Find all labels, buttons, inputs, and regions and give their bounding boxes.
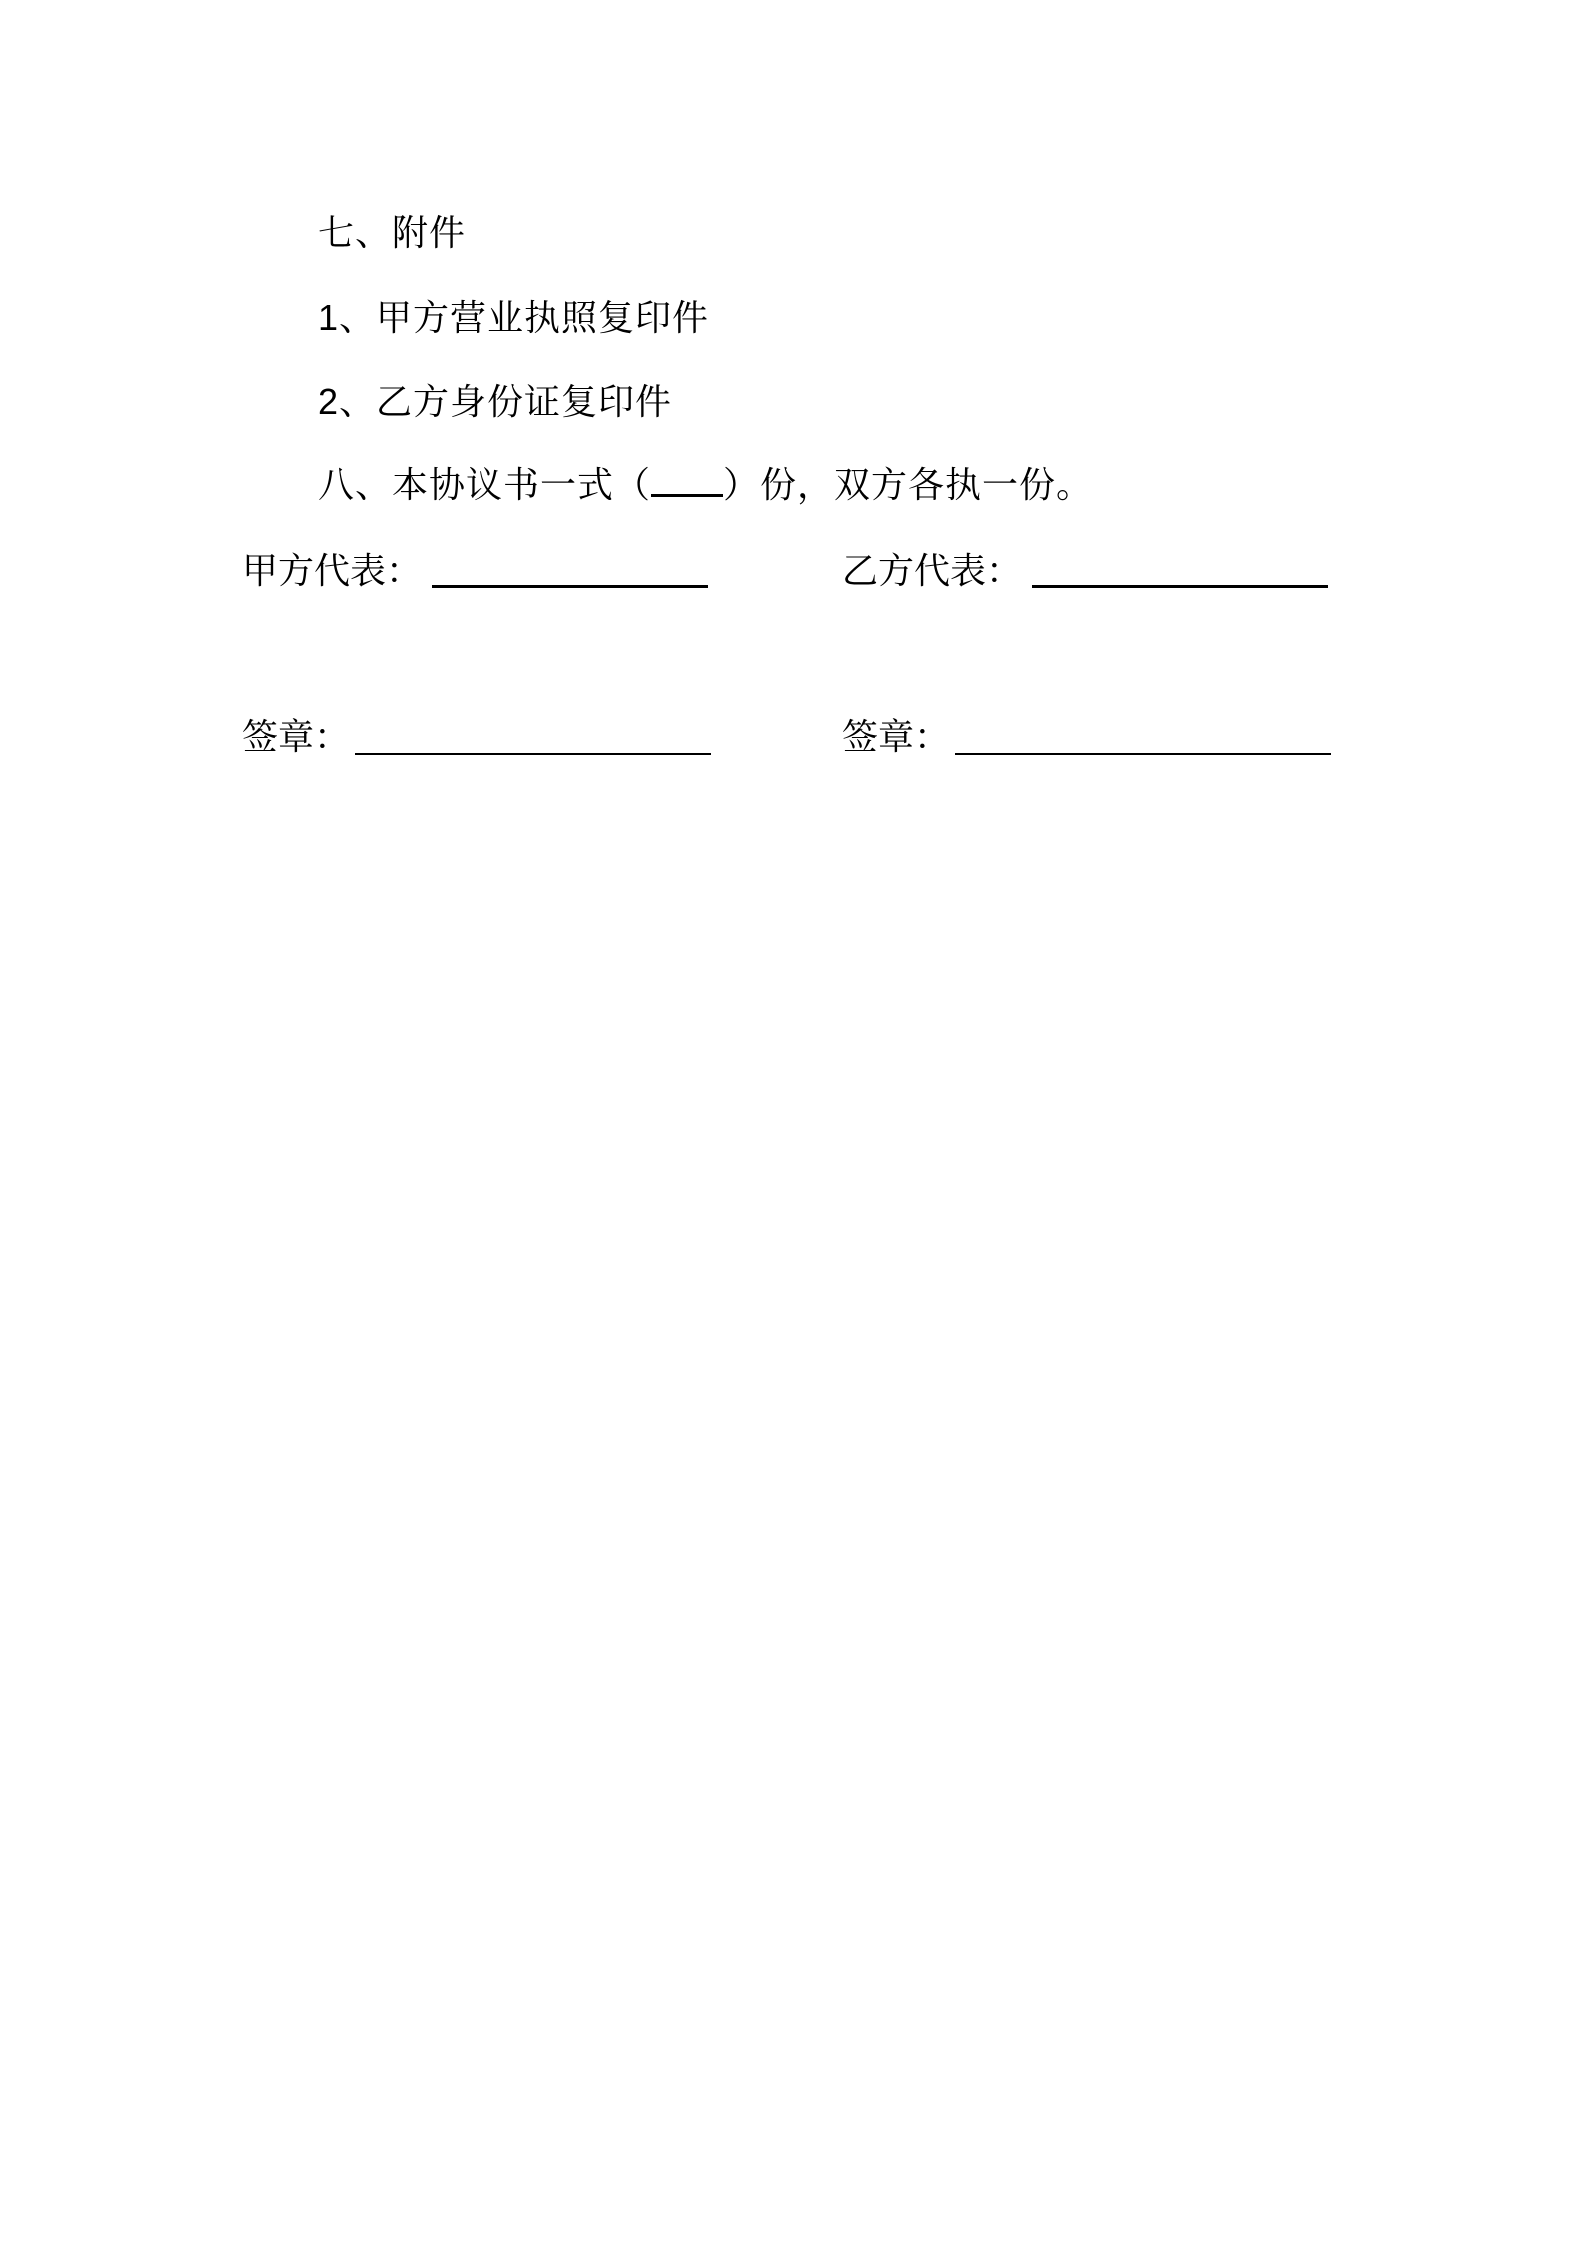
attachments-heading: 七、附件 — [318, 213, 467, 254]
attachment-item-2 — [318, 380, 672, 425]
attachment-item-2-number: 2 — [318, 381, 340, 422]
copies-clause — [318, 464, 1093, 508]
copies-clause-prefix: 八、本协议书一式（ — [318, 465, 652, 506]
attachment-item-2-text: 、乙方身份证复印件 — [339, 382, 673, 423]
attachment-item-1-text: 、甲方营业执照复印件 — [339, 298, 710, 339]
party-a-rep-signature-line[interactable] — [432, 585, 708, 588]
attachment-item-1 — [318, 296, 709, 341]
party-a-rep-label: 甲方代表： — [242, 551, 423, 592]
party-b-seal-label: 签章： — [842, 717, 951, 758]
party-b-rep-label: 乙方代表： — [842, 551, 1023, 592]
party-a-seal-label: 签章： — [242, 717, 351, 758]
party-b-seal-line[interactable] — [955, 753, 1331, 755]
copies-clause-suffix: ）份，双方各执一份。 — [723, 465, 1094, 506]
attachment-item-1-number: 1 — [318, 297, 340, 338]
copies-count-blank[interactable] — [651, 464, 723, 497]
party-a-seal-line[interactable] — [355, 753, 711, 755]
party-b-rep-signature-line[interactable] — [1032, 585, 1328, 588]
